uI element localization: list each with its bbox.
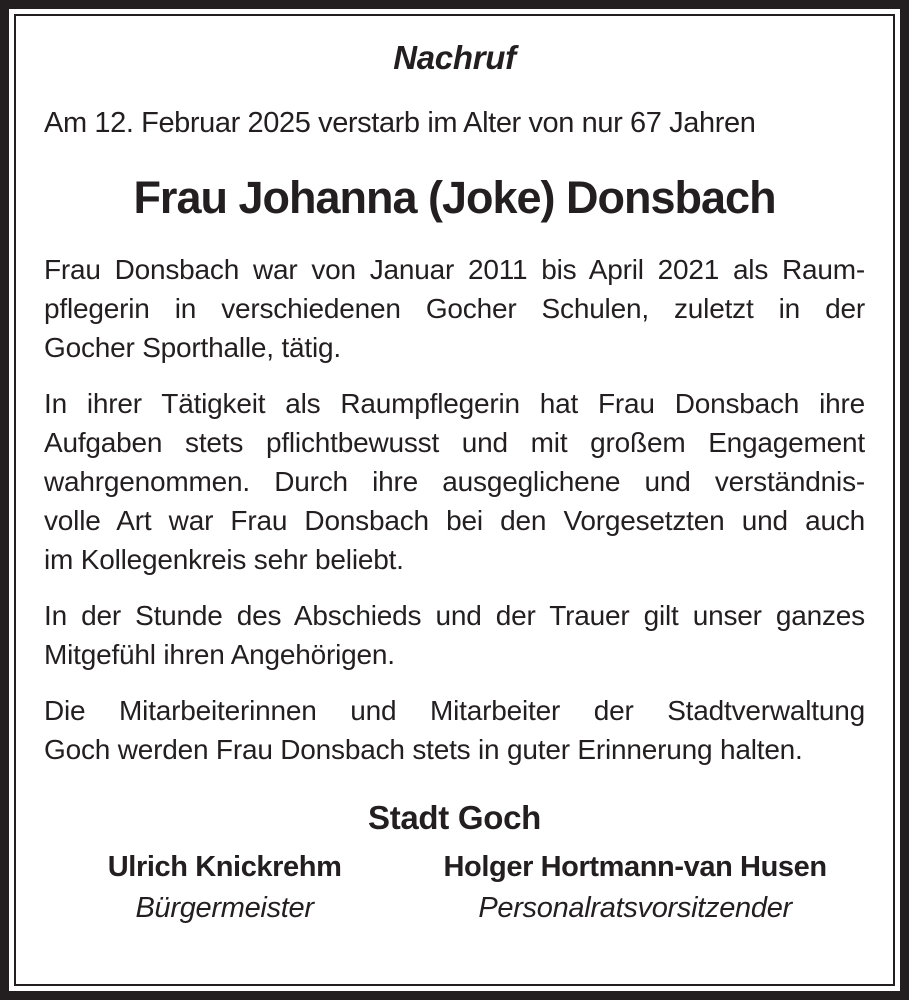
signatory-name: Ulrich Knickrehm [107, 851, 342, 883]
text-line: Mitgefühl ihren Angehörigen. [44, 639, 395, 670]
signatures [44, 849, 865, 926]
text-line: Gocher Sporthalle, tätig. [44, 332, 341, 363]
text-line: In der Stunde des Abschieds und der Trauer gilt unser ganzes [44, 600, 865, 631]
obituary-paragraph [44, 384, 865, 579]
signatory [44, 849, 405, 926]
text-line: pflegerin in verschiedenen Gocher Schulen, zuletzt in der [44, 293, 865, 324]
signatory-role: Bürgermeister [135, 892, 314, 924]
text-line: Frau Donsbach war von Januar 2011 bis April 2021 als Raum- [44, 254, 865, 285]
text-line: Die Mitarbeiterinnen und Mitarbeiter der Stadtverwaltung [44, 695, 865, 726]
signatory-role: Personalratsvorsitzender [478, 892, 792, 924]
text-line: volle Art war Frau Donsbach bei den Vorgesetzten und auch [44, 505, 865, 536]
death-announcement-line: Am 12. Februar 2025 verstarb im Alter von nur 67 Jahren [44, 107, 756, 139]
obituary-body [44, 250, 865, 769]
signatory [405, 849, 865, 926]
text-line: wahrgenommen. Durch ihre ausgeglichene und verständnis- [44, 466, 865, 497]
deceased-name: Frau Johanna (Joke) Donsbach [133, 172, 776, 223]
obituary-paragraph [44, 691, 865, 769]
text-line: Aufgaben stets pflichtbewusst und mit großem Engagement [44, 427, 865, 458]
text-line: Goch werden Frau Donsbach stets in guter Erinnerung halten. [44, 734, 803, 765]
obituary-paragraph [44, 596, 865, 674]
obituary-paragraph [44, 250, 865, 367]
obituary-notice [14, 14, 895, 986]
text-line: In ihrer Tätigkeit als Raumpflegerin hat Frau Donsbach ihre [44, 388, 865, 419]
signatory-name: Holger Hortmann-van Husen [443, 851, 827, 883]
notice-title: Nachruf [393, 39, 516, 76]
organization-name: Stadt Goch [367, 799, 541, 836]
text-line: im Kollegenkreis sehr beliebt. [44, 544, 404, 575]
